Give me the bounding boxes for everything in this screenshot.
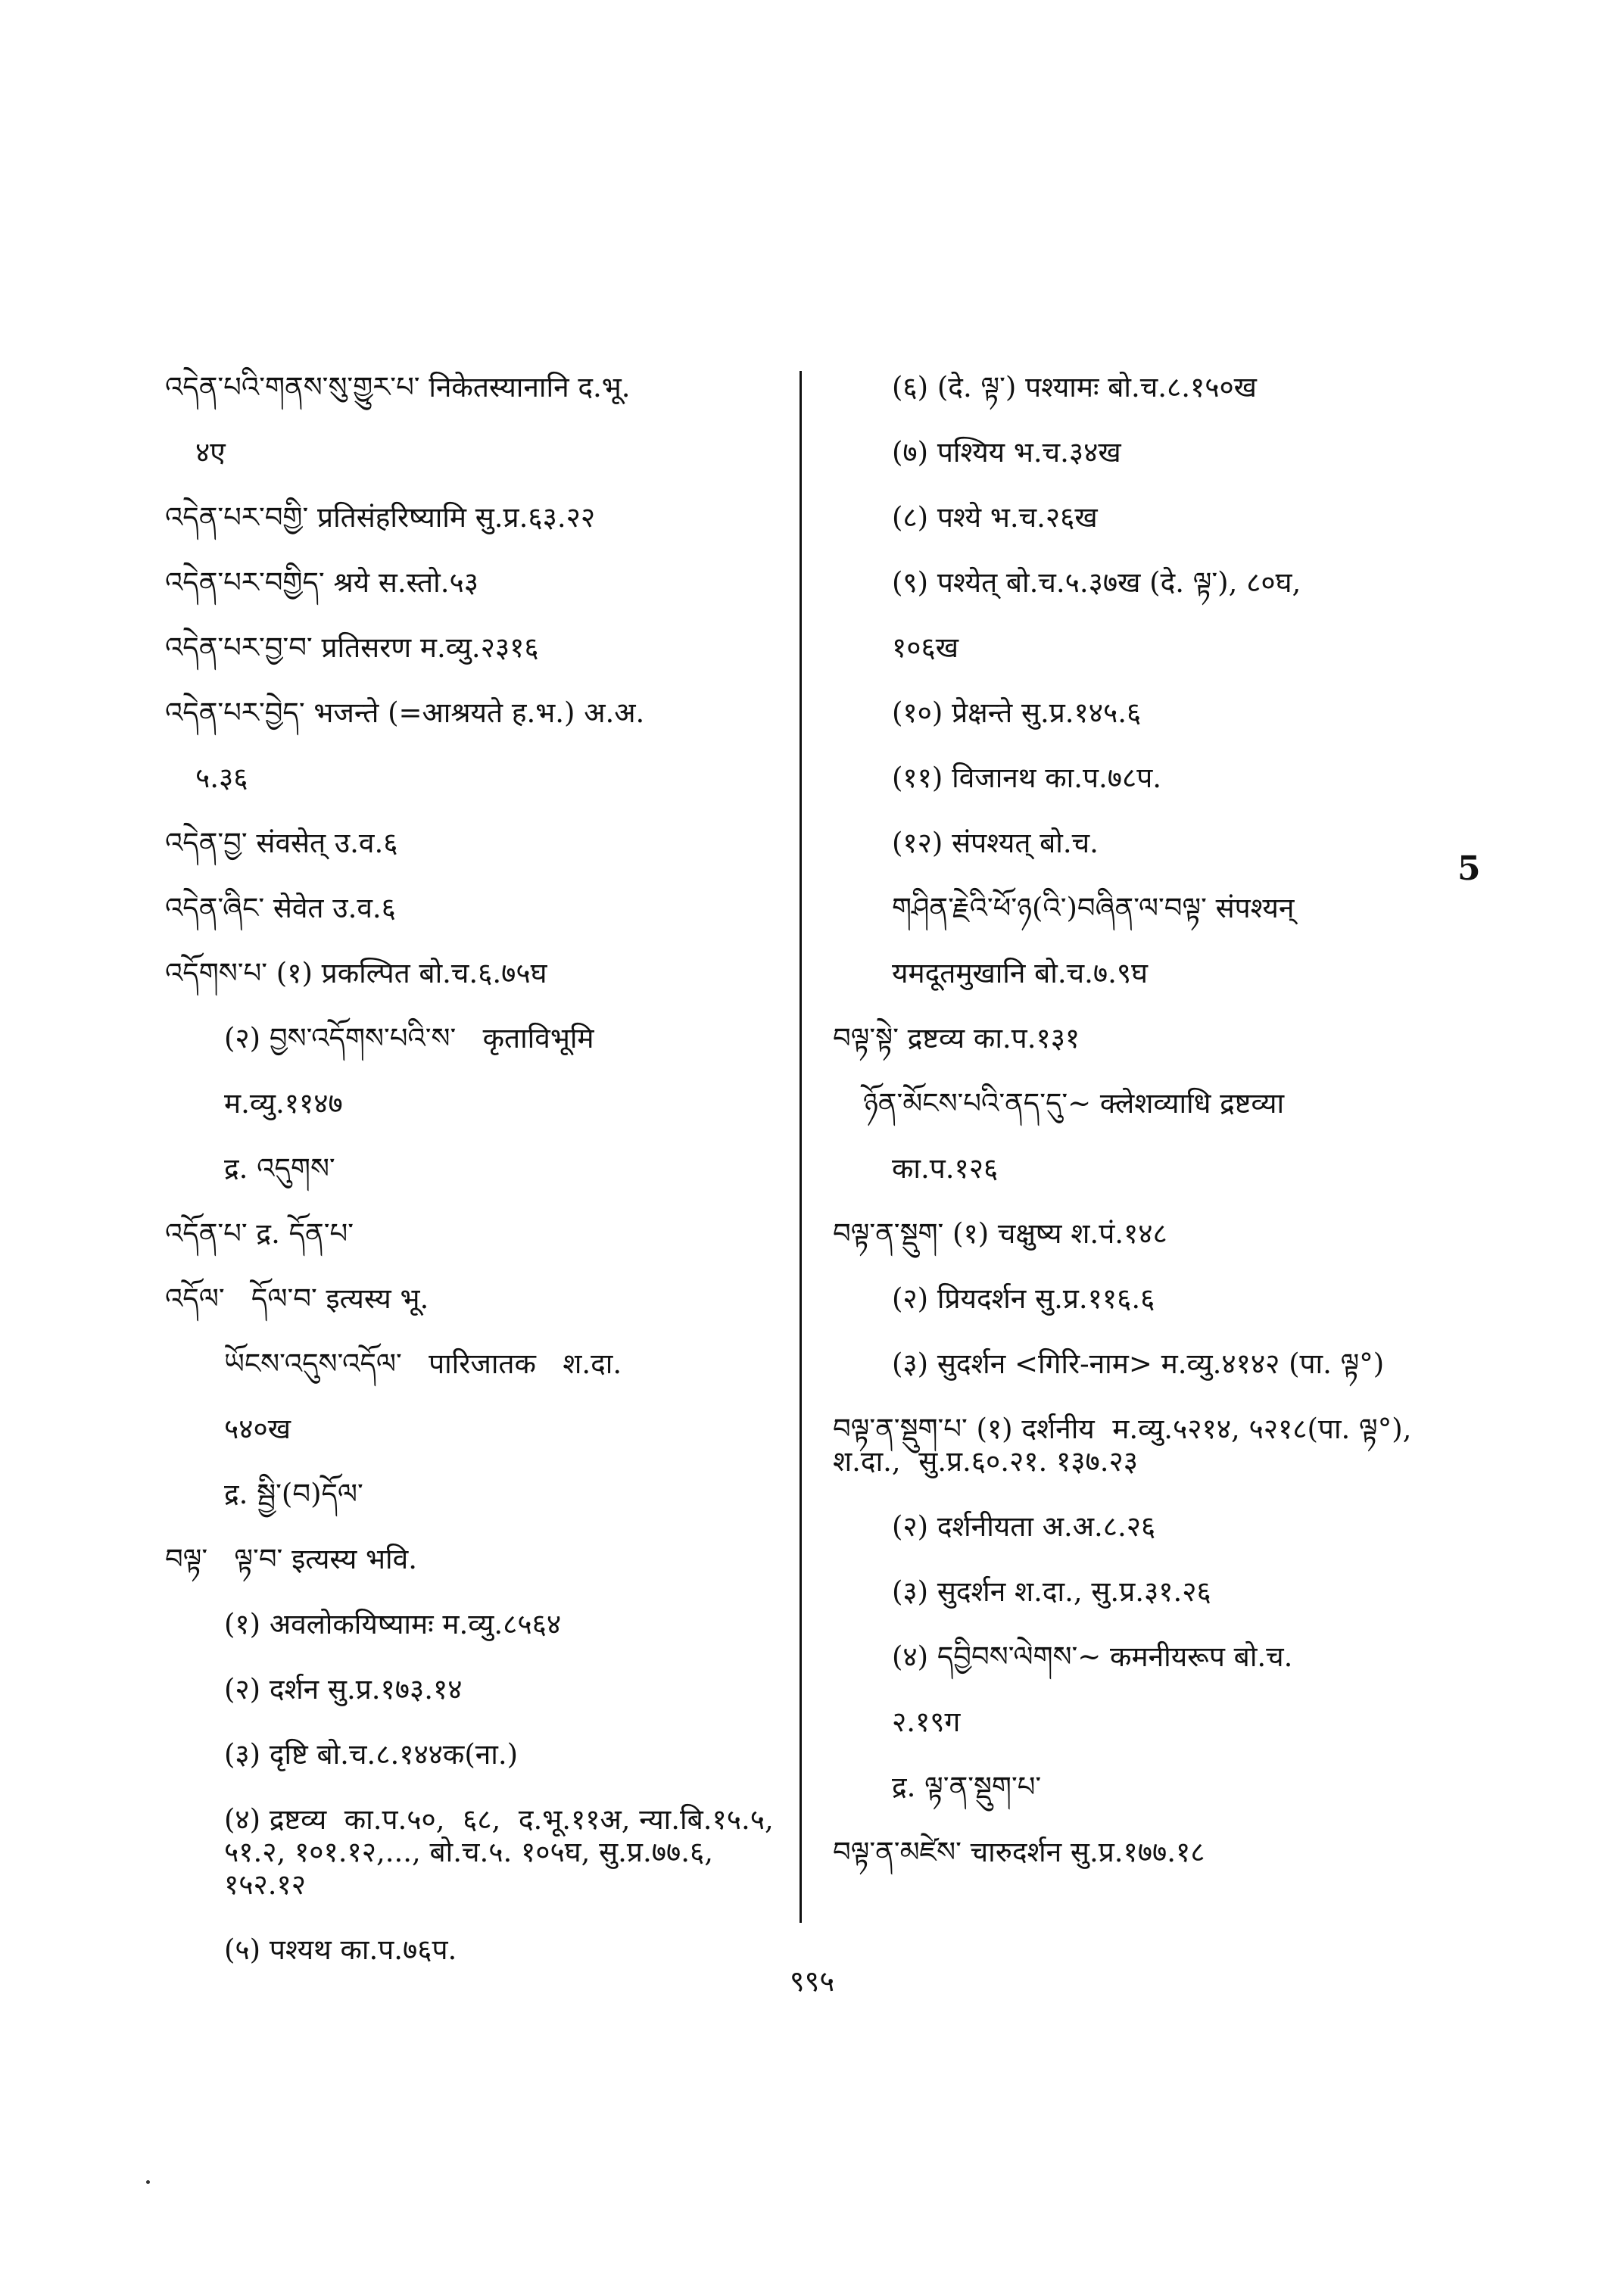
dictionary-entry: (१२) संपश्यत् बो.च.: [892, 827, 1099, 859]
dictionary-entry: (५) पश्यथ का.प.७६प.: [224, 1933, 457, 1966]
dictionary-entry: (९) पश्येत् बो.च.५.३७ख (दे. ལྟ་), ८०घ,: [892, 566, 1301, 599]
dictionary-entry: འདོལ་ དོལ་བ་ इत्यस्य भू.: [165, 1282, 429, 1315]
page-number: ९९५: [789, 1964, 835, 1998]
dictionary-entry: (३) सुदर्शन <गिरि-नाम> म.व्यु.४१४२ (पा. ལྟ°): [892, 1347, 1385, 1380]
dictionary-entry: འདེན་པར་བྱེད་ भजन्ते (=आश्रयते ह.भ.) अ.अ.: [165, 696, 645, 729]
dictionary-entry: འདེན་པར་བགྱིད་ श्रये स.स्तो.५३: [165, 566, 478, 599]
dictionary-entry: (१०) प्रेक्षन्ते सु.प्र.१४५.६: [892, 696, 1142, 729]
dictionary-entry: འདེན་ཞིང་ सेवेत उ.व.६: [165, 892, 396, 924]
dictionary-entry: ५.३६: [195, 762, 248, 794]
right-column: [833, 371, 1484, 1901]
dictionary-entry: བལྟ་ན་སྡུག་པ་ (१) दर्शनीय म.व्यु.५२१४, ५२१८(पा. ལྟ°), श.दा., सु.प्र.६०.२१. १३७.२३: [833, 1413, 1429, 1478]
dictionary-entry: द्र. སྦྱི་(བ)དོལ་: [224, 1478, 363, 1510]
dictionary-entry: (१) अवलोकयिष्यामः म.व्यु.८५६४: [224, 1608, 562, 1640]
dictionary-entry: ५४०ख: [224, 1413, 291, 1445]
dictionary-entry: (११) विजानथ का.प.७८प.: [892, 762, 1162, 794]
dictionary-entry: २.१९ग: [892, 1706, 961, 1738]
dictionary-entry: (८) पश्ये भ.च.२६ख: [892, 501, 1098, 534]
dictionary-entry: १०६ख: [892, 631, 959, 664]
dictionary-entry: གཤིན་རྗེའི་ཕོ་ཉ(འི་)བཞིན་ལ་བལྟ་ संपश्यन्: [892, 892, 1295, 924]
dictionary-entry: བལྟ་སྟེ་ द्रष्टव्य का.प.१३१: [833, 1022, 1080, 1055]
dictionary-entry: འདེན་པར་བྱ་བ་ प्रतिसरण म.व्यु.२३१६: [165, 631, 539, 664]
dictionary-entry: (४) द्रष्टव्य का.प.५०, ६८, द.भू.११अ, न्या.बि.१५.५, ५१.२, १०१.१२,..., बो.च.५. १०५घ, सु.प्र.७७.६, १५२.१२: [224, 1803, 783, 1901]
dictionary-entry: ཡོངས་འདུས་འདོལ་ पारिजातक श.दा.: [224, 1347, 622, 1380]
dictionary-entry: བལྟ་ ལྟ་བ་ इत्यस्य भवि.: [165, 1543, 417, 1575]
dictionary-entry: བལྟ་ན་མཛེས་ चारुदर्शन सु.प्र.१७७.१८: [833, 1836, 1205, 1868]
dictionary-entry: द्र. འདུགས་: [224, 1152, 335, 1185]
dictionary-entry: (७) पश्यिय भ.च.३४ख: [892, 436, 1121, 469]
dictionary-entry: (२) བྱས་འདོགས་པའི་ས་ कृताविभूमि: [224, 1022, 594, 1055]
dictionary-entry: (३) दृष्टि बो.च.८.१४४क(ना.): [224, 1738, 519, 1771]
dictionary-entry: (२) प्रियदर्शन सु.प्र.११६.६: [892, 1282, 1155, 1315]
dictionary-entry: (२) दर्शन सु.प्र.१७३.१४: [224, 1673, 463, 1706]
scan-speck: [146, 2180, 150, 2184]
dictionary-entry: འདེན་པའི་གནས་སུ་གྱུར་པ་ निकेतस्यानानि द.भू.: [165, 371, 631, 403]
dictionary-entry: (२) दर्शनीयता अ.अ.८.२६: [892, 1510, 1156, 1543]
dictionary-entry: (६) (दे. ལྟ་) पश्यामः बो.च.८.१५०ख: [892, 371, 1257, 403]
dictionary-entry: འདོགས་པ་ (१) प्रकल्पित बो.च.६.७५घ: [165, 957, 547, 989]
dictionary-entry: म.व्यु.११४७: [224, 1087, 343, 1120]
dictionary-entry: (३) सुदर्शन श.दा., सु.प्र.३१.२६: [892, 1575, 1211, 1608]
column-divider: [800, 371, 802, 1923]
dictionary-entry: ४ए: [195, 436, 226, 469]
dictionary-entry: འདེན་པར་བགྱི་ प्रतिसंहरिष्यामि सु.प्र.६३.२२: [165, 501, 596, 534]
left-column: [165, 371, 793, 1999]
dictionary-entry: का.प.१२६: [892, 1152, 999, 1185]
dictionary-entry: यमदूतमुखानि बो.च.७.९घ: [892, 957, 1149, 989]
dictionary-entry: द्र. ལྟ་ན་སྡུག་པ་: [892, 1771, 1042, 1803]
dictionary-entry: འདེན་བྱ་ संवसेत् उ.व.६: [165, 827, 398, 859]
margin-mark: 5: [1457, 849, 1481, 888]
dictionary-entry: ཉོན་མོངས་པའི་ནད་དུ་~ क्लेशव्याधि द्रष्टव्या: [863, 1087, 1285, 1120]
dictionary-entry: (४) དབྱིབས་ལེགས་~ कमनीयरूप बो.च.: [892, 1640, 1293, 1673]
dictionary-entry: འདོན་པ་ द्र. དོན་པ་: [165, 1217, 354, 1250]
dictionary-entry: བལྟ་ན་སྡུག་ (१) चक्षुष्य श.पं.१४८: [833, 1217, 1167, 1250]
